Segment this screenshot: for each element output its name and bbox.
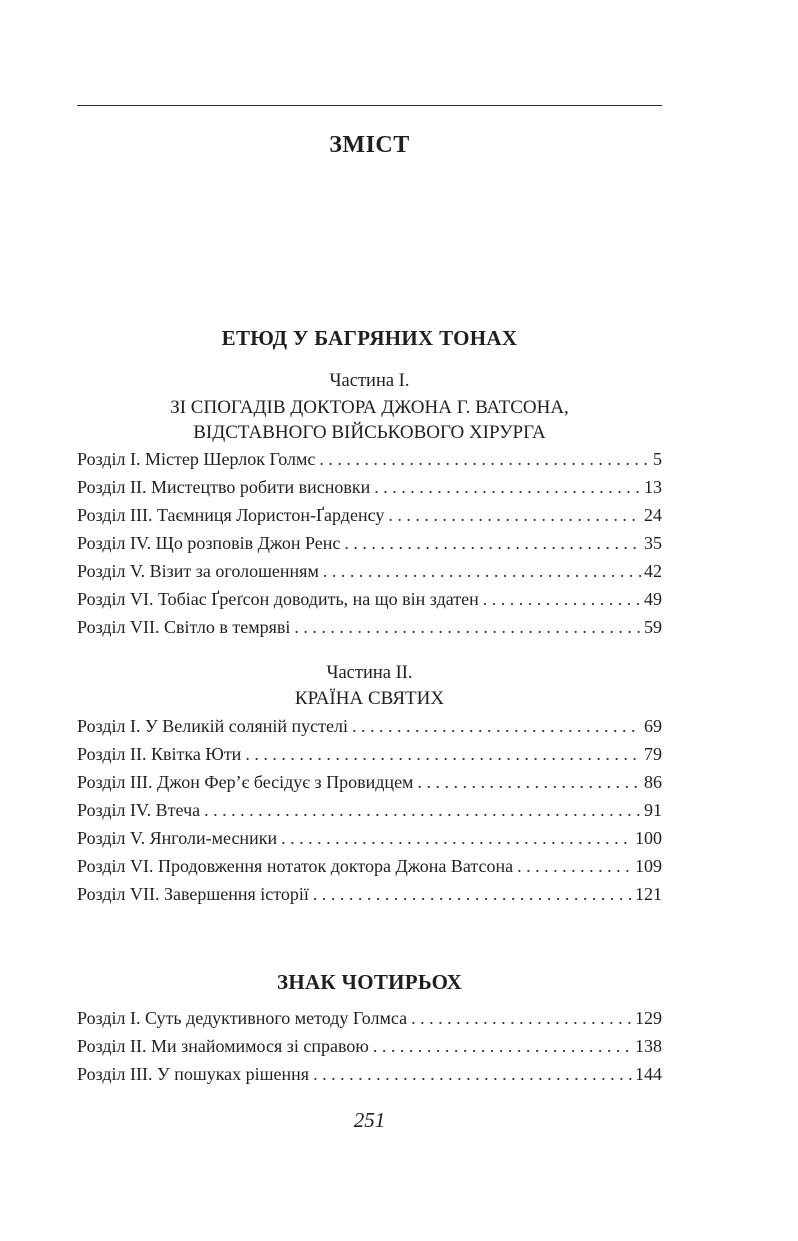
- toc-list-sign-of-four: [77, 1008, 662, 1092]
- toc-entry[interactable]: [77, 449, 662, 477]
- toc-entry-page: 79: [644, 744, 662, 764]
- toc-entry-label: Розділ III. У пошуках рішення: [77, 1064, 310, 1084]
- toc-entry-label: Розділ VII. Завершення історії: [77, 884, 309, 904]
- toc-entry[interactable]: [77, 1064, 662, 1092]
- toc-entry[interactable]: [77, 617, 662, 645]
- toc-entry-page: 24: [644, 505, 662, 525]
- dot-leader: [344, 533, 641, 554]
- toc-entry[interactable]: [77, 744, 662, 772]
- part-title-line: ВІДСТАВНОГО ВІЙСЬКОВОГО ХІРУРГА: [193, 422, 546, 443]
- toc-entry-page: 59: [644, 617, 662, 637]
- toc-entry-page: 138: [635, 1036, 662, 1056]
- toc-entry[interactable]: [77, 561, 662, 589]
- dot-leader: [373, 1036, 632, 1057]
- page-title: ЗМІСТ: [329, 132, 410, 158]
- toc-entry-label: Розділ I. Суть дедуктивного методу Голмса: [77, 1008, 408, 1028]
- part-label: Частина II.: [326, 663, 413, 683]
- toc-entry-label: Розділ III. Джон Фер’є бесідує з Провидцем: [77, 772, 414, 792]
- toc-entry-page: 49: [644, 589, 662, 609]
- dot-leader: [204, 800, 641, 821]
- toc-entry-label: Розділ II. Квітка Юти: [77, 744, 242, 764]
- dot-leader: [313, 1064, 632, 1085]
- dot-leader: [483, 589, 641, 610]
- toc-entry-page: 121: [635, 884, 662, 904]
- toc-entry-label: Розділ IV. Що розповів Джон Ренс: [77, 533, 341, 553]
- toc-entry[interactable]: [77, 1008, 662, 1036]
- toc-entry[interactable]: [77, 533, 662, 561]
- part-title: [77, 395, 662, 445]
- toc-entry-label: Розділ VI. Продовження нотаток доктора Джона Ватсона: [77, 856, 514, 876]
- toc-entry-page: 86: [644, 772, 662, 792]
- toc-entry-page: 13: [644, 477, 662, 497]
- dot-leader: [411, 1008, 632, 1029]
- toc-entry[interactable]: [77, 1036, 662, 1064]
- toc-entry[interactable]: [77, 884, 662, 912]
- toc-entry[interactable]: [77, 772, 662, 800]
- toc-entry-page: 42: [644, 561, 662, 581]
- dot-leader: [245, 744, 641, 765]
- dot-leader: [319, 449, 650, 470]
- toc-entry-label: Розділ IV. Втеча: [77, 800, 201, 820]
- part-title-line: КРАЇНА СВЯТИХ: [294, 688, 445, 709]
- toc-entry-page: 100: [635, 828, 662, 848]
- dot-leader: [294, 617, 641, 638]
- toc-entry-label: Розділ V. Візит за оголошенням: [77, 561, 319, 581]
- dot-leader: [352, 716, 641, 737]
- toc-entry-page: 69: [644, 716, 662, 736]
- dot-leader: [388, 505, 641, 526]
- toc-entry[interactable]: [77, 856, 662, 884]
- toc-entry[interactable]: [77, 505, 662, 533]
- book-title-sign-of-four: ЗНАК ЧОТИРЬОХ: [276, 970, 463, 994]
- toc-entry-label: Розділ VI. Тобіас Ґреґсон доводить, на що він здатен: [77, 589, 479, 609]
- toc-entry[interactable]: [77, 589, 662, 617]
- part-title: [77, 686, 662, 711]
- toc-entry-page: 129: [635, 1008, 662, 1028]
- book-title-study-in-scarlet: ЕТЮД У БАГРЯНИХ ТОНАХ: [221, 326, 518, 350]
- part-label: Частина I.: [329, 371, 410, 391]
- toc-entry-label: Розділ III. Таємниця Лористон-Ґарденсу: [77, 505, 385, 525]
- page-number: 251: [353, 1108, 386, 1132]
- dot-leader: [417, 772, 641, 793]
- toc-entry-label: Розділ VII. Світло в темряві: [77, 617, 291, 637]
- toc-entry-label: Розділ I. У Великій соляній пустелі: [77, 716, 348, 736]
- toc-entry-page: 144: [635, 1064, 662, 1084]
- toc-entry-label: Розділ V. Янголи-месники: [77, 828, 278, 848]
- dot-leader: [313, 884, 632, 905]
- toc-entry[interactable]: [77, 800, 662, 828]
- dot-leader: [517, 856, 632, 877]
- toc-entry[interactable]: [77, 477, 662, 505]
- dot-leader: [374, 477, 641, 498]
- dot-leader: [281, 828, 632, 849]
- top-rule: [77, 105, 662, 106]
- toc-entry-page: 91: [644, 800, 662, 820]
- toc-entry[interactable]: [77, 828, 662, 856]
- toc-entry-label: Розділ II. Мистецтво робити висновки: [77, 477, 371, 497]
- toc-entry-label: Розділ I. Містер Шерлок Голмс: [77, 449, 316, 469]
- toc-entry[interactable]: [77, 716, 662, 744]
- toc-entry-page: 5: [653, 449, 662, 469]
- toc-entry-page: 35: [644, 533, 662, 553]
- toc-entry-label: Розділ II. Ми знайомимося зі справою: [77, 1036, 369, 1056]
- toc-entry-page: 109: [635, 856, 662, 876]
- dot-leader: [323, 561, 641, 582]
- toc-list-part-2: [77, 716, 662, 912]
- toc-list-part-1: [77, 449, 662, 645]
- part-title-line: ЗІ СПОГАДІВ ДОКТОРА ДЖОНА Г. ВАТСОНА,: [170, 397, 569, 418]
